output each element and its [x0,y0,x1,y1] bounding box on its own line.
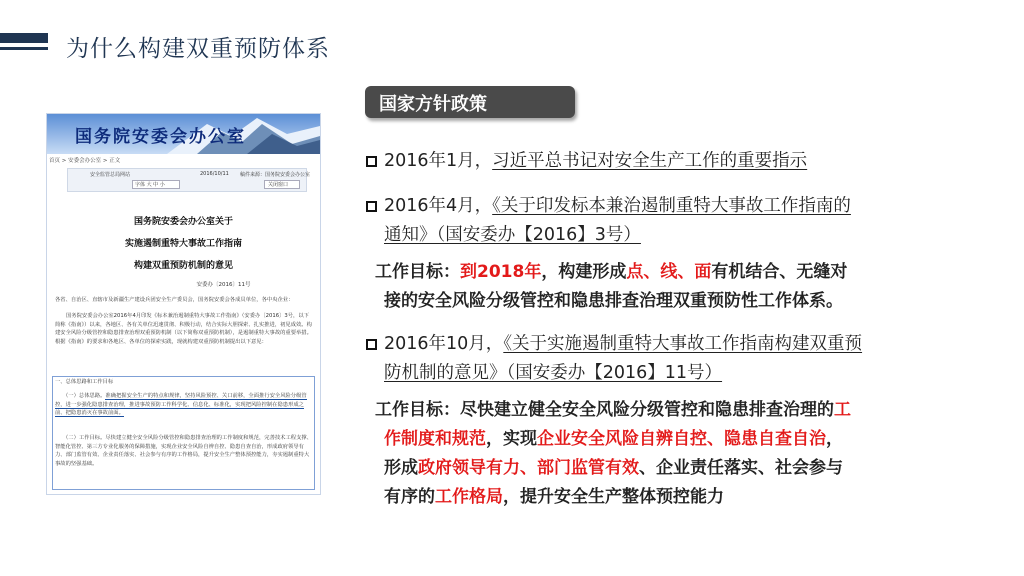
document-info-bar [67,168,311,192]
policy-item-1 [384,147,807,176]
checkbox-bullet-icon [366,201,377,212]
page-title: 为什么构建双重预防体系 [66,36,330,62]
checkbox-bullet-icon [366,156,377,167]
document-banner-title: 国务院安委会办公室 [75,127,246,147]
policy-item-1-link[interactable]: 习近平总书记对安全生产工作的重要指示 [492,151,808,171]
policy-item-2-link-cont[interactable]: 通知》（国安委办【2016】3号） [384,225,641,245]
info-origin: 稿件来源：国务院安委会办公室 [240,172,311,178]
policy-item-2-line-2 [384,221,641,250]
policy-item-3-link-cont[interactable]: 防机制的意见》（国安委办【2016】11号） [384,363,723,383]
policy-item-2 [384,192,851,221]
document-banner [47,114,320,154]
title-accent-line [0,47,48,50]
document-title-line-2: 实施遏制重特大事故工作指南 [124,239,242,249]
policy-item-2-date: 2016年4月， [384,196,493,216]
goal-2-line-4: 有序的工作格局，提升安全生产整体预控能力 [384,487,724,507]
close-window-button[interactable]: 关闭窗口 [264,180,300,189]
document-paragraph-2: （一）总体思路。准确把握安全生产的特点和规律，坚持风险预控、关口前移，全面推行安全风险分级管控，进一步强化隐患排查治理，推进事故预防工作科学化、信息化、标准化，实现把风险控制在隐患形成之前、把隐患消灭在事故前面。 [55,393,307,416]
goal-2-line-3: 形成政府领导有力、部门监管有效、企业责任落实、社会参与 [384,458,843,478]
goal-1-line-1: 工作目标：到2018年，构建形成点、线、面有机结合、无缝对 [375,262,848,282]
goal-1-line-2: 接的安全风险分级管控和隐患排查治理双重预防性工作体系。 [384,291,843,311]
policy-item-2-link[interactable]: 《关于印发标本兼治遏制重特大事故工作指南的 [492,196,851,216]
document-paragraph-1: 国务院安委会办公室2016年4月印发《标本兼治遏制重特大事故工作指南》（安委办〔2016〕3号，以下简称《指南》）以来，各地区、各有关单位迅速贯彻、积极行动，结合实际大胆探索、扎实推进，初见成效。构建安全风险分级管控和隐患排查治理双重预防机制（以下简称双重预防机制），是遏制重特大事故的重要举措。根据《指南》的要求和各地区、各单位的探索实践，现就构建双重预防机制提出以下意见： [55,313,312,345]
document-image [46,113,321,495]
policy-item-3-line-2 [384,359,722,388]
info-source: 安全监管总局网站 [90,172,131,178]
font-size-control[interactable]: 字体 大 中 小 [132,180,180,189]
policy-item-3-link[interactable]: 《关于实施遏制重特大事故工作指南构建双重预 [503,334,863,354]
document-number: 安委办〔2016〕11号 [196,282,251,288]
document-title-line-1: 国务院安委会办公室关于 [133,217,233,227]
policy-item-3 [384,330,862,359]
goal-2-line-2: 作制度和规范，实现企业安全风险自辨自控、隐患自查自治， [384,429,843,449]
document-addressee: 各省、自治区、直辖市及新疆生产建设兵团安全生产委员会，国务院安委会各成员单位，各中央企业： [55,297,294,303]
policy-item-1-date: 2016年1月， [384,151,493,171]
title-accent-bar [0,33,48,43]
document-section-heading: 一、总体思路和工作目标 [55,379,114,385]
document-title-line-3: 构建双重预防机制的意见 [133,261,233,271]
section-tag [365,86,575,118]
section-tag-label: 国家方针政策 [379,94,487,115]
info-date: 2016/10/11 [200,171,229,177]
document-paragraph-3: （二）工作目标。尽快建立健全安全风险分级管控和隐患排查治理的工作制度和规范，完善技术工程支撑、智能化管控、第三方专业化服务的保障措施，实现企业安全风险自辨自控、隐患自查自治，形成政府领导有力、部门监管有效、企业责任落实、社会参与有序的工作格局，提升安全生产整体预控能力，夯实遏制重特大事故的坚强基础。 [55,435,312,467]
goal-2-line-1: 工作目标：尽快建立健全安全风险分级管控和隐患排查治理的工 [375,400,851,420]
document-breadcrumb: 首页 > 安委会办公室 > 正文 [49,158,121,164]
checkbox-bullet-icon [366,339,377,350]
policy-item-3-date: 2016年10月， [384,334,504,354]
